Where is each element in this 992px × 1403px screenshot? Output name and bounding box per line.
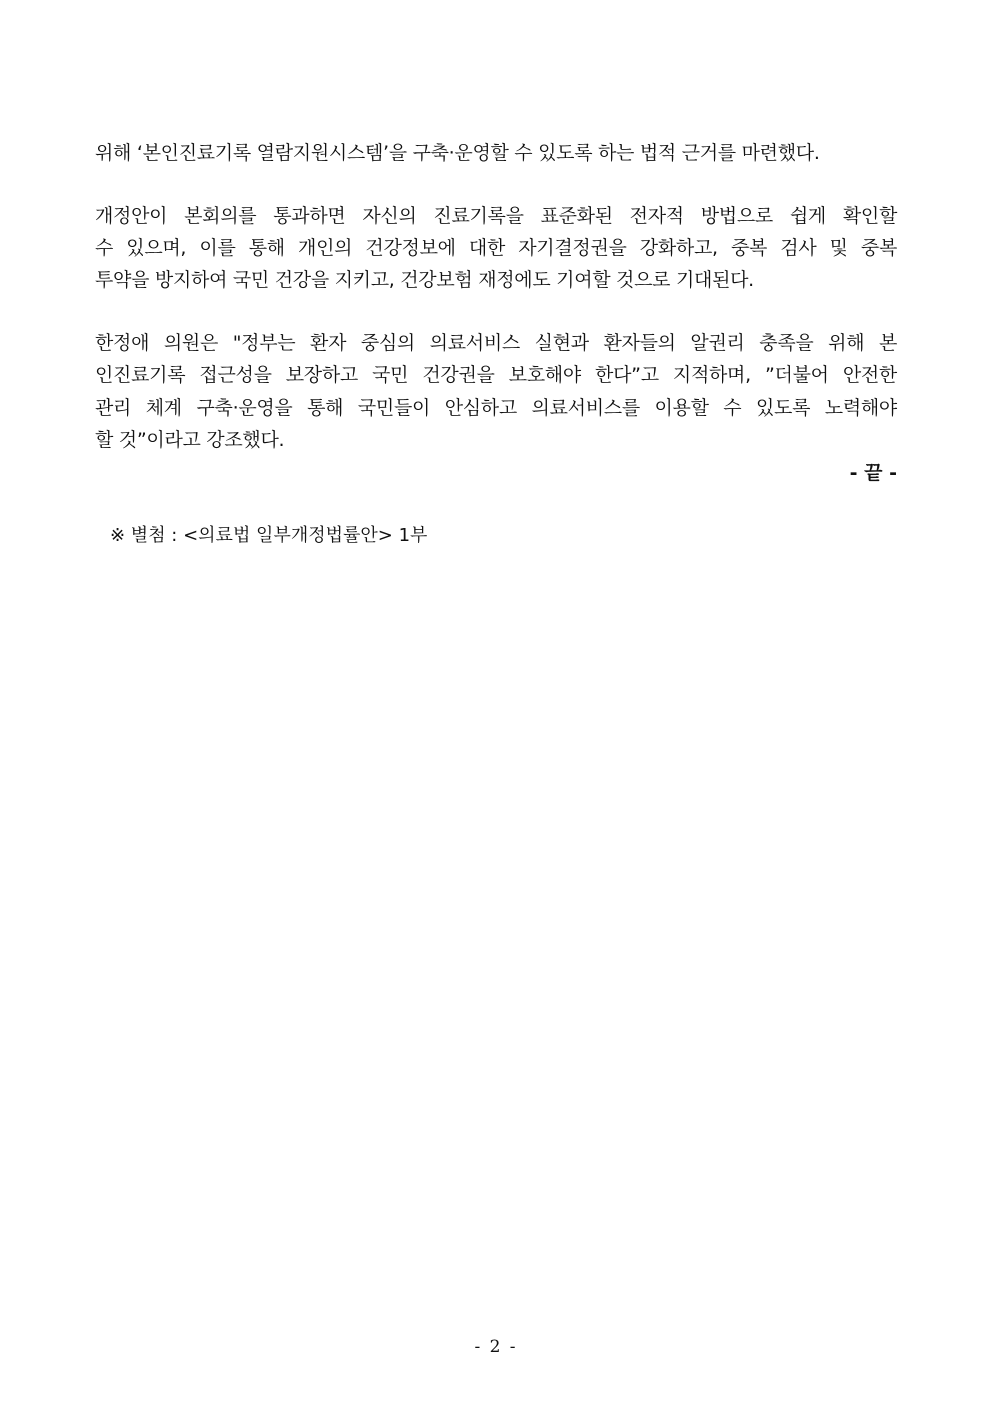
attachment-note: ※ 별첨 : <의료법 일부개정법률안> 1부 xyxy=(110,525,428,546)
paragraph-3-line-1: 한정애 의원은 "정부는 환자 중심의 의료서비스 실현과 환자들의 알권리 충족을 위해 본 xyxy=(95,332,897,354)
paragraph-2-line-1: 개정안이 본회의를 통과하면 자신의 진료기록을 표준화된 전자적 방법으로 쉽게 확인할 xyxy=(95,205,897,227)
paragraph-3-line-3: 관리 체계 구축·운영을 통해 국민들이 안심하고 의료서비스를 이용할 수 있도록 노력해야 xyxy=(95,397,897,419)
end-mark: - 끝 - xyxy=(849,462,897,484)
page-number: - 2 - xyxy=(474,1337,518,1357)
paragraph-3-line-2: 인진료기록 접근성을 보장하고 국민 건강권을 보호해야 한다”고 지적하며, ”더불어 안전한 xyxy=(95,364,897,386)
paragraph-3-line-4: 할 것”이라고 강조했다. xyxy=(95,429,285,451)
paragraph-2-line-2: 수 있으며, 이를 통해 개인의 건강정보에 대한 자기결정권을 강화하고, 중복 검사 및 중복 xyxy=(95,237,897,259)
paragraph-2-line-3: 투약을 방지하여 국민 건강을 지키고, 건강보험 재정에도 기여할 것으로 기대된다. xyxy=(95,269,754,291)
paragraph-1-line-1: 위해 ‘본인진료기록 열람지원시스템’을 구축·운영할 수 있도록 하는 법적 근거를 마련했다. xyxy=(95,142,820,164)
